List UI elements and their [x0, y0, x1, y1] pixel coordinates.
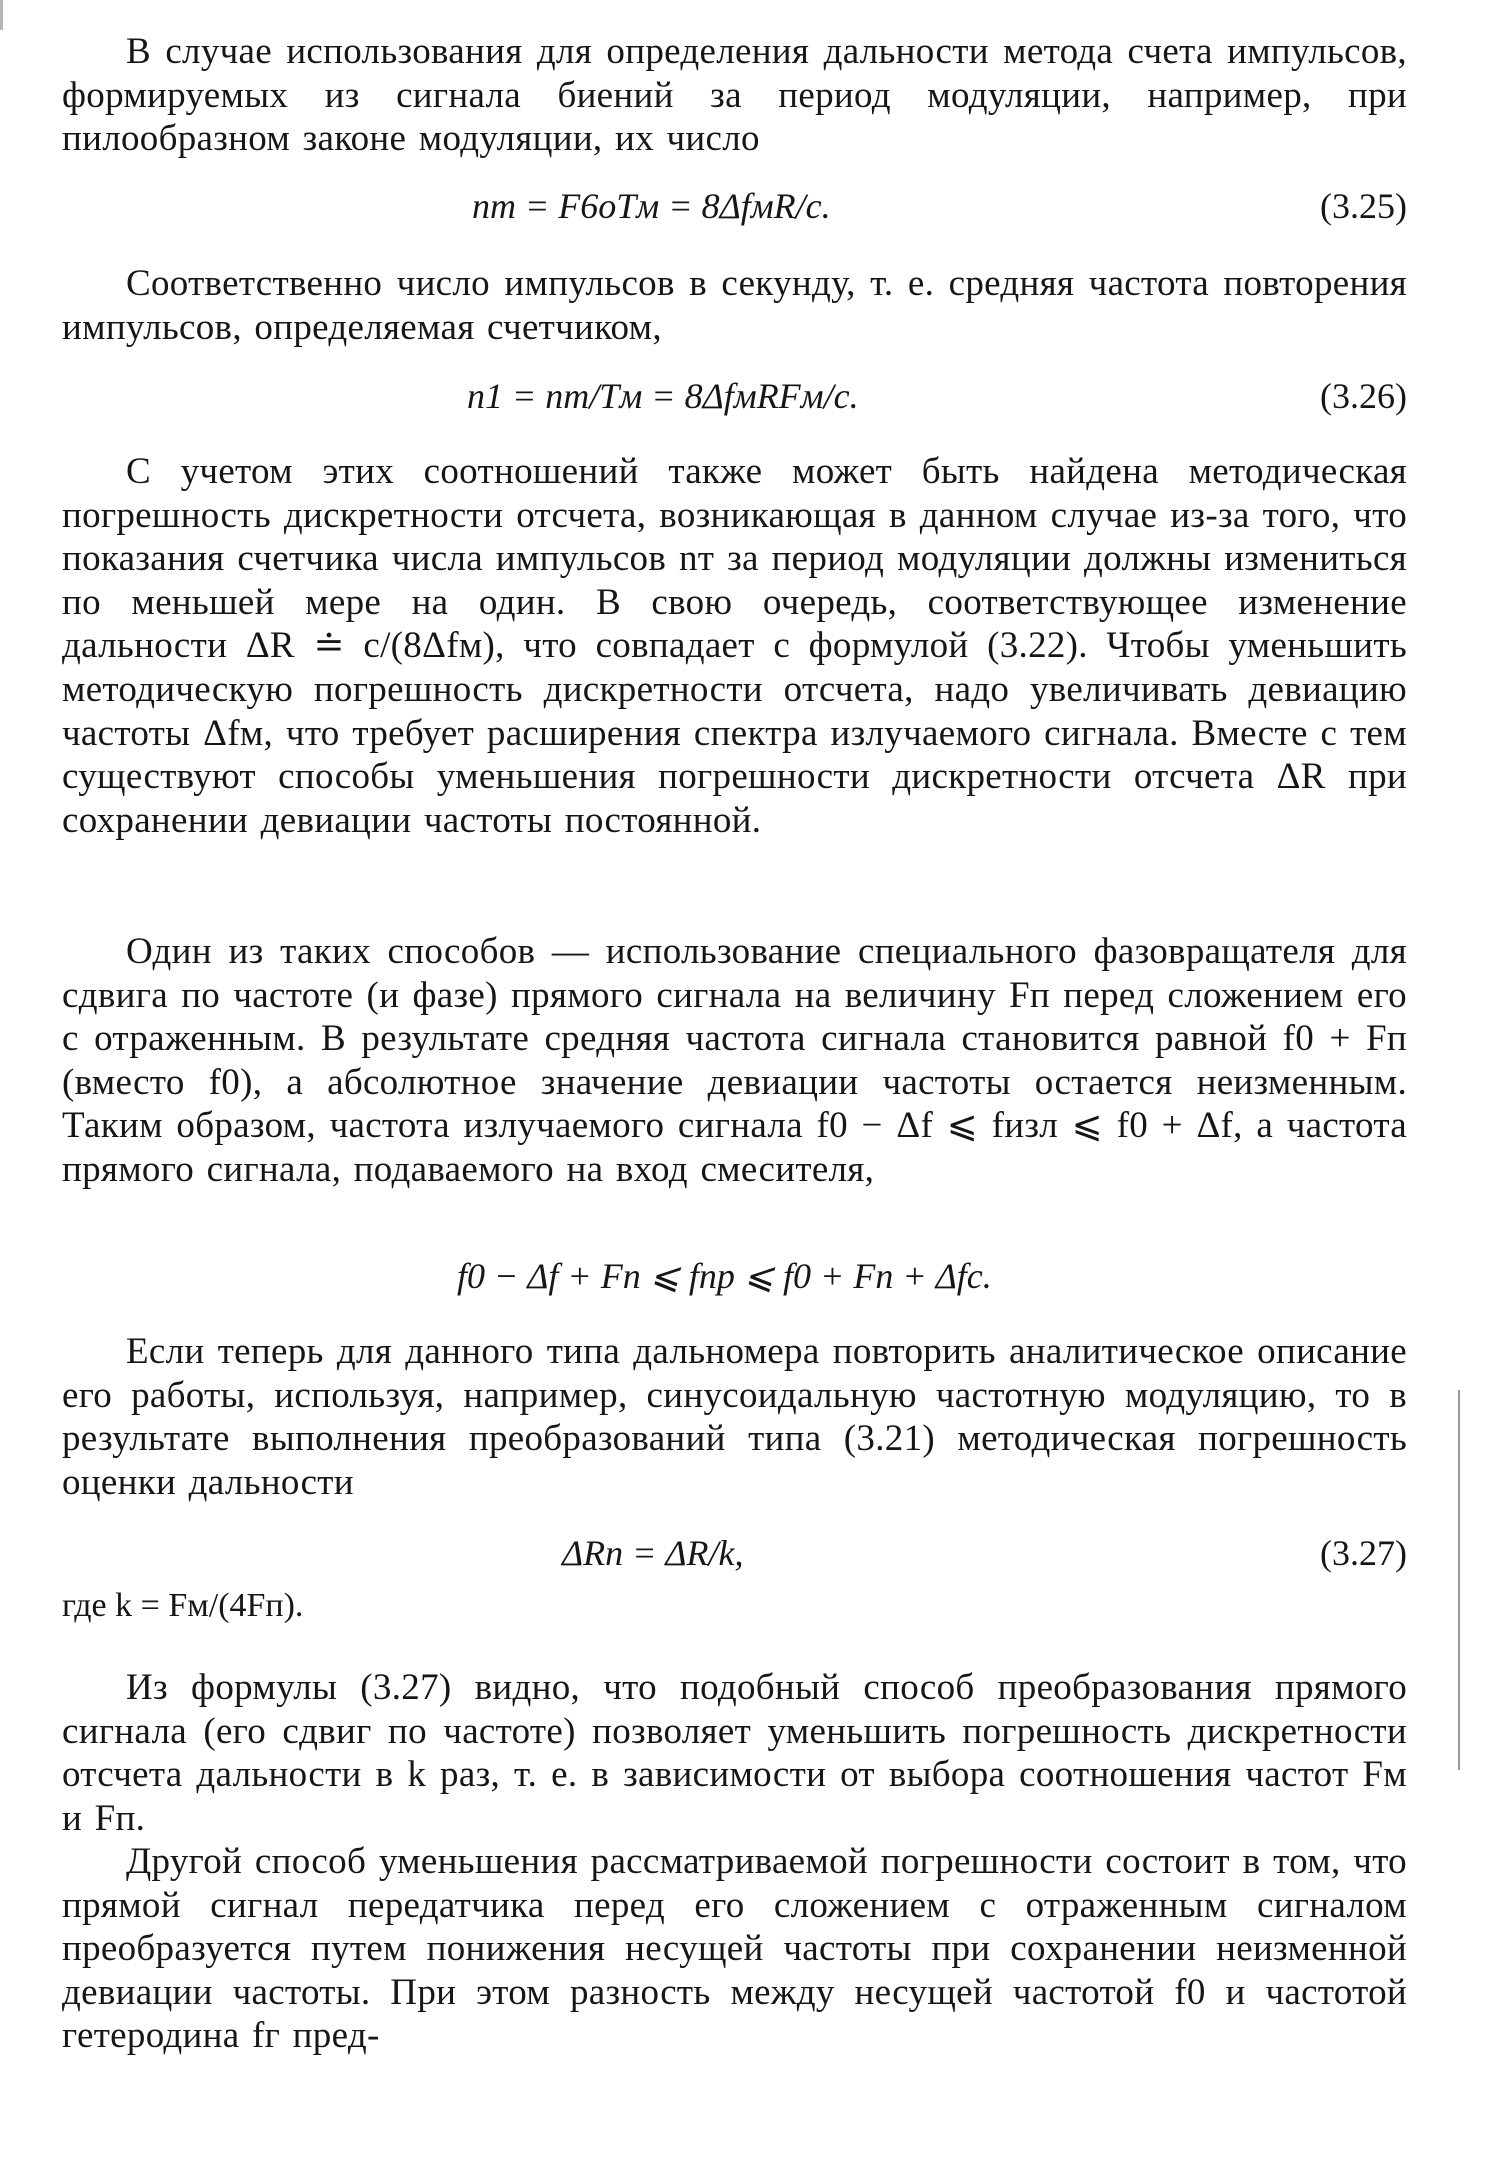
paragraph-2: Соответственно число импульсов в секунду, т. е. средняя частота повторения импульсов, определяемая счетчиком,	[62, 263, 1407, 348]
equation-3-27-formula: ΔRп = ΔR/k,	[562, 1533, 744, 1573]
equation-3-27-number: (3.27)	[1320, 1533, 1407, 1573]
where-line: где k = Fм/(4Fп).	[62, 1587, 304, 1624]
equation-3-26-formula: n1 = nт/Tм = 8ΔfмRFм/c.	[467, 376, 859, 416]
equation-shift-formula: f0 − Δf + Fп ⩽ fпр ⩽ f0 + Fп + Δfc.	[457, 1256, 992, 1296]
paragraph-6: Из формулы (3.27) видно, что подобный способ преобразования прямого сигнала (его сдвиг по частоте) позволяет уменьшить погрешность дискретности отсчета дальности в k раз, т. е. в зависимости от выбора соотношения частот Fм и Fп.	[62, 1667, 1407, 1839]
equation-3-26	[62, 373, 1407, 419]
paragraph-1: В случае использования для определения дальности метода счета импульсов, формируемых из сигнала биений за период модуляции, например, при пилообразном законе модуляции, их число	[62, 31, 1407, 160]
equation-3-25-formula: nт = F6оTм = 8ΔfмR/c.	[472, 186, 831, 226]
paragraph-5: Если теперь для данного типа дальномера повторить аналитическое описание его работы, используя, например, синусоидальную частотную модуляцию, то в результате выполнения преобразований типа (3.21) методическая погрешность оценки дальности	[62, 1331, 1407, 1503]
paragraph-3: С учетом этих соотношений также может быть найдена методическая погрешность дискретности отсчета, возникающая в данном случае из-за того, что показания счетчика числа импульсов nт за период модуляции должны измениться по меньшей мере на один. В свою очередь, соответствующее изменение дальности ΔR ≐ c/(8Δfм), что совпадает с формулой (3.22). Чтобы уменьшить методическую погрешность дискретности отсчета, надо увеличивать девиацию частоты Δfм, что требует расширения спектра излучаемого сигнала. Вместе с тем существуют способы уменьшения погрешности дискретности отсчета ΔR при сохранении девиации частоты постоянной.	[62, 451, 1407, 841]
scan-edge-mark	[0, 0, 3, 30]
equation-3-25	[62, 183, 1407, 229]
paragraph-4: Один из таких способов — использование специального фазовращателя для сдвига по частоте (и фазе) прямого сигнала на величину Fп перед сложением его с отраженным. В результате средняя частота сигнала становится равной f0 + Fп (вместо f0), а абсолютное значение девиации частоты остается неизменным. Таким образом, частота излучаемого сигнала f0 − Δf ⩽ fизл ⩽ f0 + Δf, а частота прямого сигнала, подаваемого на вход смесителя,	[62, 931, 1407, 1190]
scan-margin-line	[1458, 1390, 1460, 1770]
equation-3-26-number: (3.26)	[1320, 376, 1407, 416]
equation-shift	[62, 1253, 1407, 1299]
equation-3-27	[62, 1530, 1407, 1576]
equation-3-25-number: (3.25)	[1320, 186, 1407, 226]
paragraph-7: Другой способ уменьшения рассматриваемой погрешности состоит в том, что прямой сигнал передатчика перед его сложением с отраженным сигналом преобразуется путем понижения несущей частоты при сохранении неизменной девиации частоты. При этом разность между несущей частотой f0 и частотой гетеродина fг пред-	[62, 1841, 1407, 2057]
